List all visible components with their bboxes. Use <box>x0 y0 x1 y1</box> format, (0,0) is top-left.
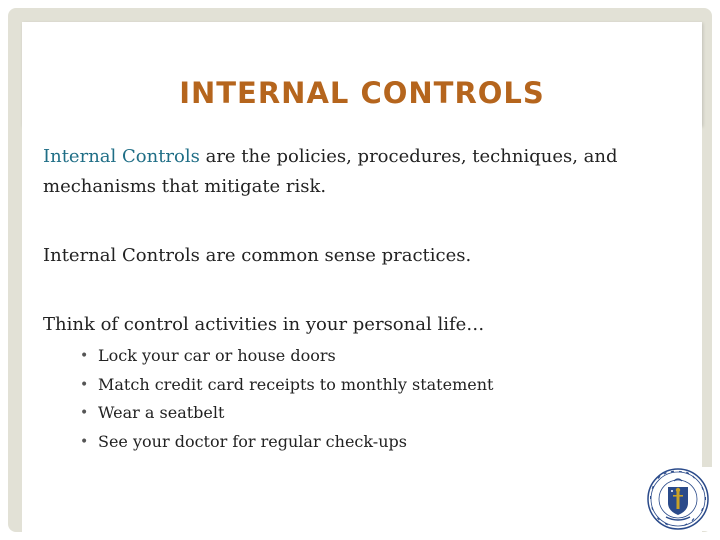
bullet-icon: • <box>80 348 89 364</box>
definition-text: are the policies, procedures, techniques, and mechanisms that mitigate risk. <box>43 146 618 197</box>
slide-content <box>22 126 702 532</box>
bullet-text: Lock your car or house doors <box>98 346 336 365</box>
bullet-text: See your doctor for regular check-ups <box>98 432 407 452</box>
massachusetts-state-seal-icon <box>644 467 714 531</box>
bullet-icon: • <box>80 434 89 451</box>
personal-life-paragraph: Think of control activities in your personal life… <box>43 314 485 335</box>
bullet-item <box>80 428 493 457</box>
bullet-text: Match credit card receipts to monthly statement <box>98 374 494 394</box>
highlighted-term: Internal Controls <box>43 146 200 167</box>
definition-paragraph <box>43 142 663 202</box>
slide-title: INTERNAL CONTROLS <box>179 76 545 110</box>
common-sense-paragraph: Internal Controls are common sense practices. <box>43 245 472 266</box>
bullet-list <box>80 342 493 457</box>
bullet-icon: • <box>80 405 89 422</box>
title-box <box>22 22 702 126</box>
bullet-text: Wear a seatbelt <box>98 403 225 423</box>
bullet-item <box>80 371 493 400</box>
bullet-icon: • <box>80 376 89 393</box>
bullet-item <box>80 399 493 428</box>
bullet-item <box>80 342 493 371</box>
